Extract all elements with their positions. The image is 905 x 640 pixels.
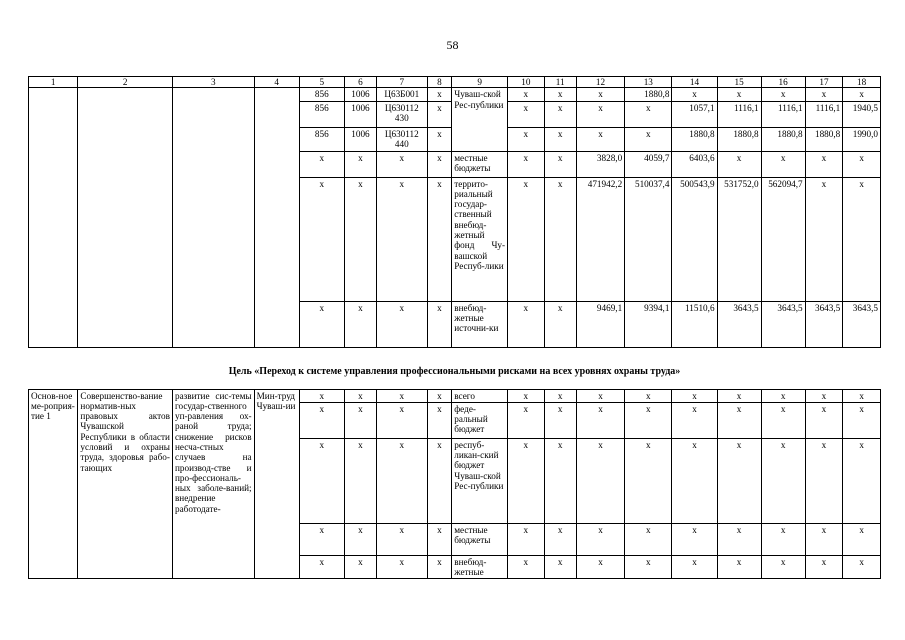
value-cell: х bbox=[508, 438, 545, 523]
value-cell: 1990,0 bbox=[843, 127, 881, 151]
value-cell: х bbox=[843, 88, 881, 101]
grbs-cell: 856 bbox=[299, 101, 344, 127]
grbs-cell: х bbox=[299, 151, 344, 177]
value-cell: х bbox=[576, 127, 624, 151]
column-number-cell: 6 bbox=[344, 77, 376, 88]
value-cell: х bbox=[672, 389, 717, 402]
executor-cell: Мин-труд Чуваш-ии bbox=[254, 389, 299, 579]
value-cell: х bbox=[508, 523, 545, 555]
column-number-cell: 14 bbox=[672, 77, 717, 88]
value-cell: х bbox=[672, 88, 717, 101]
column-number-cell: 13 bbox=[625, 77, 672, 88]
value-cell: х bbox=[508, 88, 545, 101]
table-row bbox=[29, 389, 881, 402]
value-cell: х bbox=[761, 151, 805, 177]
value-cell: х bbox=[508, 127, 545, 151]
measure-goal-cell: развитие сис-темы государ-ственного уп-равления ох-раной труда; снижение рисков несча-стных случаев на производ-стве и про-фессиональ-ных заболе-ваний; внедрение работодате- bbox=[172, 389, 254, 579]
value-cell: х bbox=[805, 402, 843, 438]
value-cell: х bbox=[761, 88, 805, 101]
value-cell: 3643,5 bbox=[717, 301, 761, 347]
column-number-cell: 3 bbox=[172, 77, 254, 88]
value-cell: 4059,7 bbox=[625, 151, 672, 177]
value-cell: х bbox=[544, 555, 576, 579]
target-item-cell: х bbox=[377, 301, 427, 347]
value-cell: х bbox=[717, 151, 761, 177]
value-cell: х bbox=[344, 555, 376, 579]
value-cell: х bbox=[625, 127, 672, 151]
value-cell: х bbox=[508, 177, 545, 301]
value-cell: х bbox=[299, 555, 344, 579]
value-cell: х bbox=[377, 523, 427, 555]
value-cell: х bbox=[576, 438, 624, 523]
value-cell: х bbox=[377, 555, 427, 579]
expense-group-cell: х bbox=[427, 301, 452, 347]
value-cell: х bbox=[576, 389, 624, 402]
section-cell: х bbox=[344, 151, 376, 177]
funding-source-cell: террито-риальный государ-ственный внебюд-жетный фонд Чу-вашской Респуб-лики bbox=[452, 177, 508, 301]
goal-heading: Цель «Переход к системе управления профессиональными рисками на всех уровнях охраны труда» bbox=[228, 366, 681, 377]
column-number-cell: 18 bbox=[843, 77, 881, 88]
value-cell: 1880,8 bbox=[717, 127, 761, 151]
value-cell: х bbox=[544, 127, 576, 151]
value-cell: х bbox=[625, 402, 672, 438]
value-cell: 500543,9 bbox=[672, 177, 717, 301]
value-cell: х bbox=[576, 101, 624, 127]
value-cell: х bbox=[544, 101, 576, 127]
value-cell: 3643,5 bbox=[761, 301, 805, 347]
value-cell: х bbox=[544, 177, 576, 301]
column-number-cell: 17 bbox=[805, 77, 843, 88]
funding-source-cell: местные бюджеты bbox=[452, 523, 508, 555]
value-cell: х bbox=[805, 177, 843, 301]
value-cell: х bbox=[427, 402, 452, 438]
value-cell: х bbox=[377, 402, 427, 438]
value-cell: х bbox=[843, 402, 881, 438]
value-cell: х bbox=[427, 389, 452, 402]
value-cell: х bbox=[805, 389, 843, 402]
column-number-cell: 4 bbox=[254, 77, 299, 88]
value-cell: х bbox=[843, 389, 881, 402]
grbs-cell: х bbox=[299, 177, 344, 301]
expense-group-cell: х bbox=[427, 88, 452, 101]
value-cell: х bbox=[625, 101, 672, 127]
value-cell: х bbox=[576, 402, 624, 438]
value-cell: 562094,7 bbox=[761, 177, 805, 301]
value-cell: 9394,1 bbox=[625, 301, 672, 347]
value-cell: х bbox=[544, 151, 576, 177]
value-cell: х bbox=[299, 389, 344, 402]
value-cell: х bbox=[344, 389, 376, 402]
value-cell: х bbox=[576, 555, 624, 579]
left-col-4 bbox=[254, 88, 299, 347]
value-cell: х bbox=[761, 402, 805, 438]
left-col-1 bbox=[29, 88, 78, 347]
value-cell: 471942,2 bbox=[576, 177, 624, 301]
value-cell: х bbox=[508, 402, 545, 438]
value-cell: х bbox=[805, 151, 843, 177]
value-cell: х bbox=[544, 301, 576, 347]
value-cell: х bbox=[761, 523, 805, 555]
funding-source-cell: внебюд-жетные источни-ки bbox=[452, 301, 508, 347]
value-cell: х bbox=[843, 523, 881, 555]
value-cell: 1880,8 bbox=[672, 127, 717, 151]
value-cell: 9469,1 bbox=[576, 301, 624, 347]
value-cell: х bbox=[843, 438, 881, 523]
value-cell: х bbox=[344, 402, 376, 438]
value-cell: х bbox=[717, 523, 761, 555]
target-item-cell: х bbox=[377, 151, 427, 177]
funding-source-cell: всего bbox=[452, 389, 508, 402]
funding-source-cell: Чуваш-ской Рес-публики bbox=[452, 88, 508, 151]
value-cell: х bbox=[544, 523, 576, 555]
value-cell: х bbox=[299, 523, 344, 555]
section-cell: 1006 bbox=[344, 101, 376, 127]
value-cell: х bbox=[377, 389, 427, 402]
value-cell: 1116,1 bbox=[717, 101, 761, 127]
column-number-cell: 2 bbox=[78, 77, 173, 88]
value-cell: х bbox=[625, 523, 672, 555]
target-item-cell: Ц63Б001 bbox=[377, 88, 427, 101]
value-cell: 3828,0 bbox=[576, 151, 624, 177]
column-number-cell: 9 bbox=[452, 77, 508, 88]
expense-group-cell: х bbox=[427, 101, 452, 127]
value-cell: х bbox=[299, 402, 344, 438]
value-cell: х bbox=[843, 555, 881, 579]
funding-source-cell: местные бюджеты bbox=[452, 151, 508, 177]
value-cell: х bbox=[377, 438, 427, 523]
value-cell: х bbox=[843, 151, 881, 177]
value-cell: х bbox=[427, 555, 452, 579]
value-cell: х bbox=[805, 523, 843, 555]
value-cell: х bbox=[717, 88, 761, 101]
value-cell: х bbox=[508, 555, 545, 579]
table-row bbox=[29, 88, 881, 101]
column-number-cell: 12 bbox=[576, 77, 624, 88]
page-number: 58 bbox=[446, 38, 459, 52]
value-cell: х bbox=[299, 438, 344, 523]
value-cell: х bbox=[544, 402, 576, 438]
value-cell: х bbox=[508, 301, 545, 347]
column-number-cell: 16 bbox=[761, 77, 805, 88]
value-cell: х bbox=[576, 523, 624, 555]
value-cell: х bbox=[761, 438, 805, 523]
value-cell: 510037,4 bbox=[625, 177, 672, 301]
expense-group-cell: х bbox=[427, 127, 452, 151]
funding-source-cell: респуб-ликан-ский бюджет Чуваш-ской Рес-публики bbox=[452, 438, 508, 523]
value-cell: х bbox=[717, 402, 761, 438]
value-cell: 1116,1 bbox=[805, 101, 843, 127]
expense-group-cell: х bbox=[427, 151, 452, 177]
section-cell: 1006 bbox=[344, 88, 376, 101]
value-cell: х bbox=[717, 438, 761, 523]
value-cell: 6403,6 bbox=[672, 151, 717, 177]
value-cell: х bbox=[544, 438, 576, 523]
value-cell: х bbox=[805, 555, 843, 579]
value-cell: х bbox=[625, 438, 672, 523]
column-number-cell: 1 bbox=[29, 77, 78, 88]
value-cell: 1940,5 bbox=[843, 101, 881, 127]
column-number-cell: 15 bbox=[717, 77, 761, 88]
section-cell: 1006 bbox=[344, 127, 376, 151]
value-cell: х bbox=[625, 389, 672, 402]
funding-source-cell: феде-ральный бюджет bbox=[452, 402, 508, 438]
target-item-cell: х bbox=[377, 177, 427, 301]
value-cell: х bbox=[672, 523, 717, 555]
target-item-cell: Ц630112 440 bbox=[377, 127, 427, 151]
value-cell: х bbox=[761, 555, 805, 579]
column-number-cell: 10 bbox=[508, 77, 545, 88]
measure-status-cell: Основ-ное ме-роприя-тие 1 bbox=[29, 389, 78, 579]
left-col-3 bbox=[172, 88, 254, 347]
budget-table-continued bbox=[28, 76, 881, 348]
column-number-cell: 11 bbox=[544, 77, 576, 88]
value-cell: 1880,8 bbox=[805, 127, 843, 151]
value-cell: х bbox=[761, 389, 805, 402]
value-cell: х bbox=[805, 438, 843, 523]
value-cell: х bbox=[576, 88, 624, 101]
value-cell: х bbox=[544, 88, 576, 101]
value-cell: х bbox=[672, 402, 717, 438]
column-number-cell: 8 bbox=[427, 77, 452, 88]
value-cell: 1116,1 bbox=[761, 101, 805, 127]
value-cell: 1057,1 bbox=[672, 101, 717, 127]
value-cell: х bbox=[427, 438, 452, 523]
value-cell: 3643,5 bbox=[843, 301, 881, 347]
grbs-cell: 856 bbox=[299, 88, 344, 101]
grbs-cell: х bbox=[299, 301, 344, 347]
value-cell: 1880,8 bbox=[761, 127, 805, 151]
value-cell: х bbox=[344, 438, 376, 523]
column-number-cell: 5 bbox=[299, 77, 344, 88]
value-cell: х bbox=[672, 555, 717, 579]
target-item-cell: Ц630112 430 bbox=[377, 101, 427, 127]
column-number-row bbox=[29, 77, 881, 88]
measure-name-cell: Совершенство-вание норматив-ных правовых актов Чувашской Республики в области условий и охраны труда, здоровья рабо-тающих bbox=[78, 389, 173, 579]
value-cell: х bbox=[544, 389, 576, 402]
value-cell: х bbox=[805, 88, 843, 101]
column-number-cell: 7 bbox=[377, 77, 427, 88]
value-cell: х bbox=[427, 523, 452, 555]
section-cell: х bbox=[344, 177, 376, 301]
left-col-2 bbox=[78, 88, 173, 347]
funding-source-cell: внебюд-жетные bbox=[452, 555, 508, 579]
value-cell: х bbox=[508, 151, 545, 177]
value-cell: х bbox=[717, 555, 761, 579]
value-cell: 3643,5 bbox=[805, 301, 843, 347]
expense-group-cell: х bbox=[427, 177, 452, 301]
value-cell: 531752,0 bbox=[717, 177, 761, 301]
value-cell: х bbox=[508, 389, 545, 402]
value-cell: х bbox=[344, 523, 376, 555]
value-cell: 11510,6 bbox=[672, 301, 717, 347]
measure-table bbox=[28, 389, 881, 579]
value-cell: 1880,8 bbox=[625, 88, 672, 101]
value-cell: х bbox=[508, 101, 545, 127]
value-cell: х bbox=[843, 177, 881, 301]
section-cell: х bbox=[344, 301, 376, 347]
value-cell: х bbox=[625, 555, 672, 579]
grbs-cell: 856 bbox=[299, 127, 344, 151]
value-cell: х bbox=[717, 389, 761, 402]
value-cell: х bbox=[672, 438, 717, 523]
